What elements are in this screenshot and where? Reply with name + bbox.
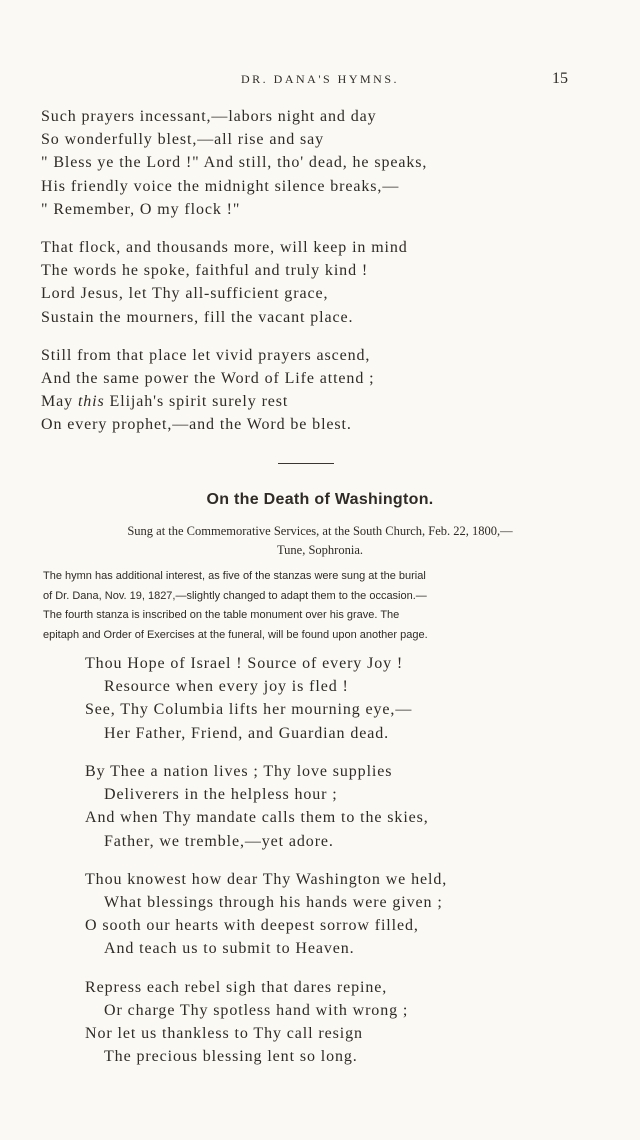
hymn-line: O sooth our hearts with deepest sorrow filled, [85, 917, 419, 935]
hymn [85, 652, 640, 1084]
stanza [41, 105, 601, 221]
stanza [41, 236, 601, 329]
page-header [0, 70, 640, 92]
subtitle-line: Sung at the Commemorative Services, at the South Church, Feb. 22, 1800,— [127, 524, 513, 538]
poem-line: Lord Jesus, let Thy all-sufficient grace, [41, 285, 329, 303]
note-line: The hymn has additional interest, as five of the stanzas were sung at the burial [43, 570, 426, 582]
hymn-line: See, Thy Columbia lifts her mourning eye,— [85, 701, 413, 719]
hymn-line: Father, we tremble,—yet adore. [104, 832, 334, 850]
hymn-line: The precious blessing lent so long. [104, 1048, 358, 1066]
stanza [41, 344, 601, 437]
poem-line-italic: May this Elijah's spirit surely rest [41, 393, 289, 411]
section-title: On the Death of Washington. [206, 491, 434, 508]
hymn-stanza [85, 868, 640, 961]
note-line: epitaph and Order of Exercises at the funeral, will be found upon another page. [43, 628, 428, 641]
poem-line: Sustain the mourners, fill the vacant place. [41, 308, 354, 326]
subtitle-line: Tune, Sophronia. [276, 543, 363, 557]
note-line: The fourth stanza is inscribed on the table monument over his grave. The [43, 609, 400, 621]
poem-line: And the same power the Word of Life attend ; [41, 369, 375, 387]
section-divider [278, 463, 334, 464]
hymn-line: Or charge Thy spotless hand with wrong ; [104, 1002, 409, 1019]
hymn-line: Repress each rebel sigh that dares repine, [85, 978, 388, 996]
hymn-line: Resource when every joy is fled ! [104, 678, 349, 696]
running-head: DR. DANA'S HYMNS. [240, 72, 399, 86]
page-number: 15 [552, 70, 568, 87]
poem-line: On every prophet,—and the Word be blest. [41, 416, 352, 434]
poem-line: So wonderfully blest,—all rise and say [41, 131, 325, 149]
hymn-line: What blessings through his hands were given ; [104, 894, 443, 912]
poem-line: " Bless ye the Lord !" And still, tho' dead, he speaks, [41, 154, 428, 172]
hymn-stanza [85, 760, 640, 853]
hymn-line: Thou knowest how dear Thy Washington we held, [85, 870, 448, 888]
editorial-note [43, 567, 603, 645]
hymn-stanza [85, 652, 640, 745]
poem-line: " Remember, O my flock !" [41, 200, 241, 218]
hymn-line: And teach us to submit to Heaven. [104, 940, 355, 958]
poem-line: The words he spoke, faithful and truly kind ! [41, 262, 369, 280]
poem-line: That flock, and thousands more, will keep in mind [41, 238, 408, 256]
hymn-line: By Thee a nation lives ; Thy love supplies [85, 762, 393, 780]
section-subtitle [40, 522, 600, 560]
poem-line: Still from that place let vivid prayers ascend, [41, 346, 371, 364]
poem-line: His friendly voice the midnight silence breaks,— [41, 177, 400, 195]
poem-part-1 [41, 105, 601, 451]
note-line: of Dr. Dana, Nov. 19, 1827,—slightly changed to adapt them to the occasion.— [43, 589, 427, 602]
hymn-line: And when Thy mandate calls them to the skies, [85, 809, 429, 827]
hymn-line: Nor let us thankless to Thy call resign [85, 1025, 363, 1043]
hymn-line: Deliverers in the helpless hour ; [104, 786, 338, 804]
hymn-stanza [85, 976, 640, 1069]
poem-line: Such prayers incessant,—labors night and day [41, 108, 377, 125]
hymn-line: Thou Hope of Israel ! Source of every Joy ! [85, 655, 404, 672]
hymn-line: Her Father, Friend, and Guardian dead. [104, 724, 390, 742]
